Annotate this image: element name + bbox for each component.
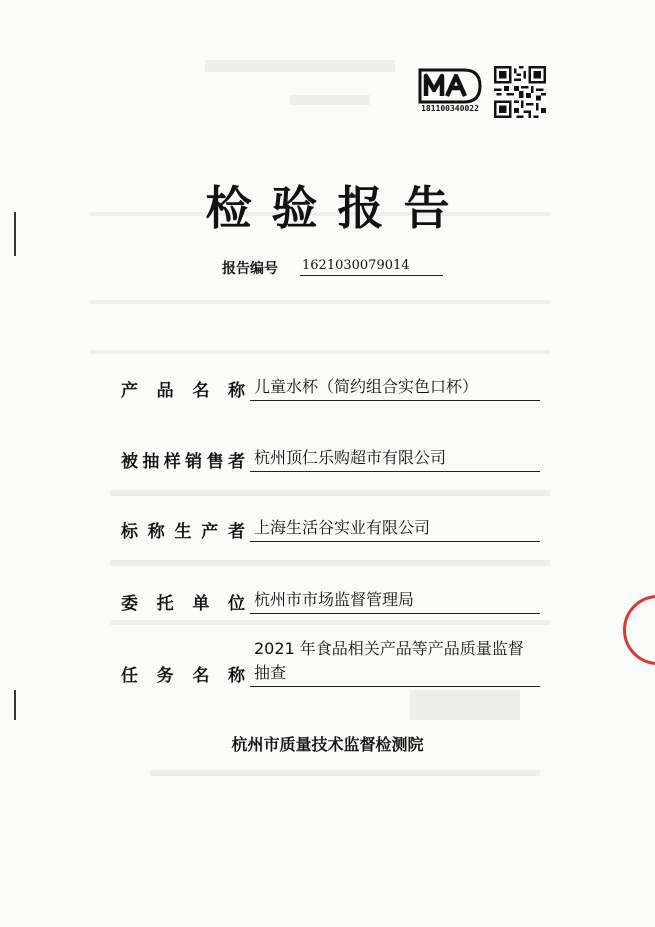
task-name-value-line1: 2021 年食品相关产品等产品质量监督: [254, 639, 524, 658]
task-name-value: 抽查: [250, 660, 540, 687]
issuer-name: 杭州市质量技术监督检测院: [231, 735, 424, 754]
commissioning-unit-label: 委 托 单 位: [121, 594, 245, 614]
task-name-label: 任 务 名 称: [121, 666, 245, 686]
sampled-seller-label: 被 抽 样 销 售 者: [121, 452, 245, 472]
report-number-label: 报告编号: [222, 261, 278, 277]
bleed-through-text: [290, 95, 370, 105]
manufacturer-value: 上海生活谷实业有限公司: [250, 515, 540, 542]
commissioning-unit-value: 杭州市市场监督管理局: [250, 587, 540, 614]
cma-number: 181100340022: [421, 104, 479, 113]
bleed-through-text: [205, 60, 395, 72]
product-name-label: 产 品 名 称: [121, 381, 245, 401]
bleed-through-text: [90, 350, 550, 354]
qr-code: [494, 66, 546, 118]
bleed-through-text: [110, 560, 550, 566]
page-title: 检验报告: [205, 181, 470, 235]
bleed-through-text: [150, 770, 540, 776]
manufacturer-label: 标 称 生 产 者: [121, 522, 245, 542]
sampled-seller-value: 杭州顶仁乐购超市有限公司: [250, 445, 540, 472]
bleed-through-text: [410, 690, 520, 720]
product-name-value: 儿童水杯（简约组合实色口杯）: [250, 374, 540, 401]
binding-mark: [14, 690, 16, 720]
bleed-through-text: [110, 490, 550, 496]
red-seal-stamp: [623, 595, 655, 665]
bleed-through-text: [90, 300, 550, 304]
report-number-value: 1621030079014: [300, 258, 443, 276]
bleed-through-text: [110, 620, 550, 625]
